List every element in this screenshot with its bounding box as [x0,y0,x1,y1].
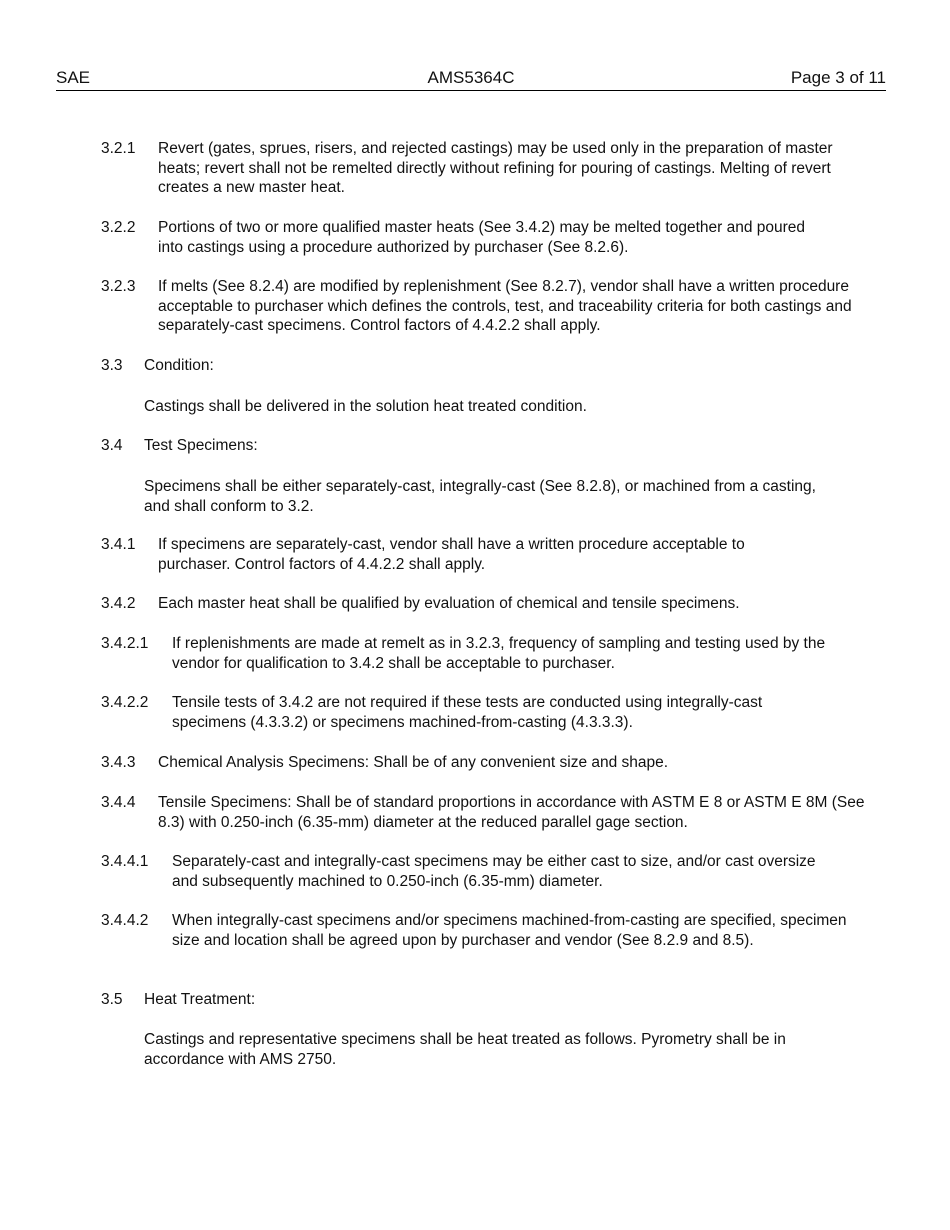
section-text: If melts (See 8.2.4) are modified by replenishment (See 8.2.7), vendor shall have a written procedure acceptable to purchaser which defines the controls, test, and traceability criteria for both castings and separately-cast specimens. Control factors of 4.4.2.2 shall apply. [158,278,852,334]
section-number: 3.3 [101,357,123,374]
section-number: 3.4 [101,437,123,454]
header-org: SAE [56,68,91,87]
section-number: 3.4.2.2 [101,694,149,711]
section-text: When integrally-cast specimens and/or specimens machined-from-casting are specified, specimen size and location shall be agreed upon by purchaser and vendor (See 8.2.9 and 8.5). [172,912,847,949]
section-number: 3.4.4 [101,794,136,811]
section-number: 3.2.1 [101,140,136,157]
header-doc-number: AMS5364C [427,68,515,87]
section-text: Specimens shall be either separately-cast, integrally-cast (See 8.2.8), or machined from a casting, and shall conform to 3.2. [144,478,816,515]
section-text: If specimens are separately-cast, vendor shall have a written procedure acceptable to purchaser. Control factors of 4.4.2.2 shall apply. [158,536,745,573]
section-text: Portions of two or more qualified master heats (See 3.4.2) may be melted together and poured into castings using a procedure authorized by purchaser (See 8.2.6). [158,219,806,256]
section-text: Castings shall be delivered in the solution heat treated condition. [144,398,587,415]
section-text: Castings and representative specimens shall be heat treated as follows. Pyrometry shall be in accordance with AMS 2750. [144,1031,786,1068]
section-text: Chemical Analysis Specimens: Shall be of any convenient size and shape. [158,754,669,771]
section-number: 3.2.3 [101,278,136,295]
header-page-number: Page 3 of 11 [790,68,886,87]
section-number: 3.4.3 [101,754,136,771]
section-number: 3.5 [101,991,123,1008]
section-heading: Test Specimens: [144,437,258,454]
section-text: Each master heat shall be qualified by evaluation of chemical and tensile specimens. [158,595,740,612]
page-header [56,68,886,91]
section-text: If replenishments are made at remelt as in 3.2.3, frequency of sampling and testing used by the vendor for qualification to 3.4.2 shall be acceptable to purchaser. [172,635,826,672]
section-text: Separately-cast and integrally-cast specimens may be either cast to size, and/or cast oversize and subsequently machined to 0.250-inch (6.35-mm) diameter. [172,853,816,890]
section-text: Tensile tests of 3.4.2 are not required if these tests are conducted using integrally-cast specimens (4.3.3.2) or specimens machined-from-casting (4.3.3.3). [172,694,763,731]
section-number: 3.4.1 [101,536,136,553]
section-number: 3.4.4.1 [101,853,149,870]
section-number: 3.4.2 [101,595,136,612]
section-heading: Condition: [144,357,214,374]
section-number: 3.2.2 [101,219,136,236]
section-text: Revert (gates, sprues, risers, and rejected castings) may be used only in the preparation of master heats; revert shall not be remelted directly without refining for pouring of castings. Melting of revert creates a new master heat. [158,140,833,196]
section-number: 3.4.4.2 [101,912,149,929]
section-text: Tensile Specimens: Shall be of standard proportions in accordance with ASTM E 8 or ASTM E 8M (See 8.3) with 0.250-inch (6.35-mm) diameter at the reduced parallel gage section. [158,794,865,831]
section-heading: Heat Treatment: [144,991,256,1008]
section-number: 3.4.2.1 [101,635,149,652]
